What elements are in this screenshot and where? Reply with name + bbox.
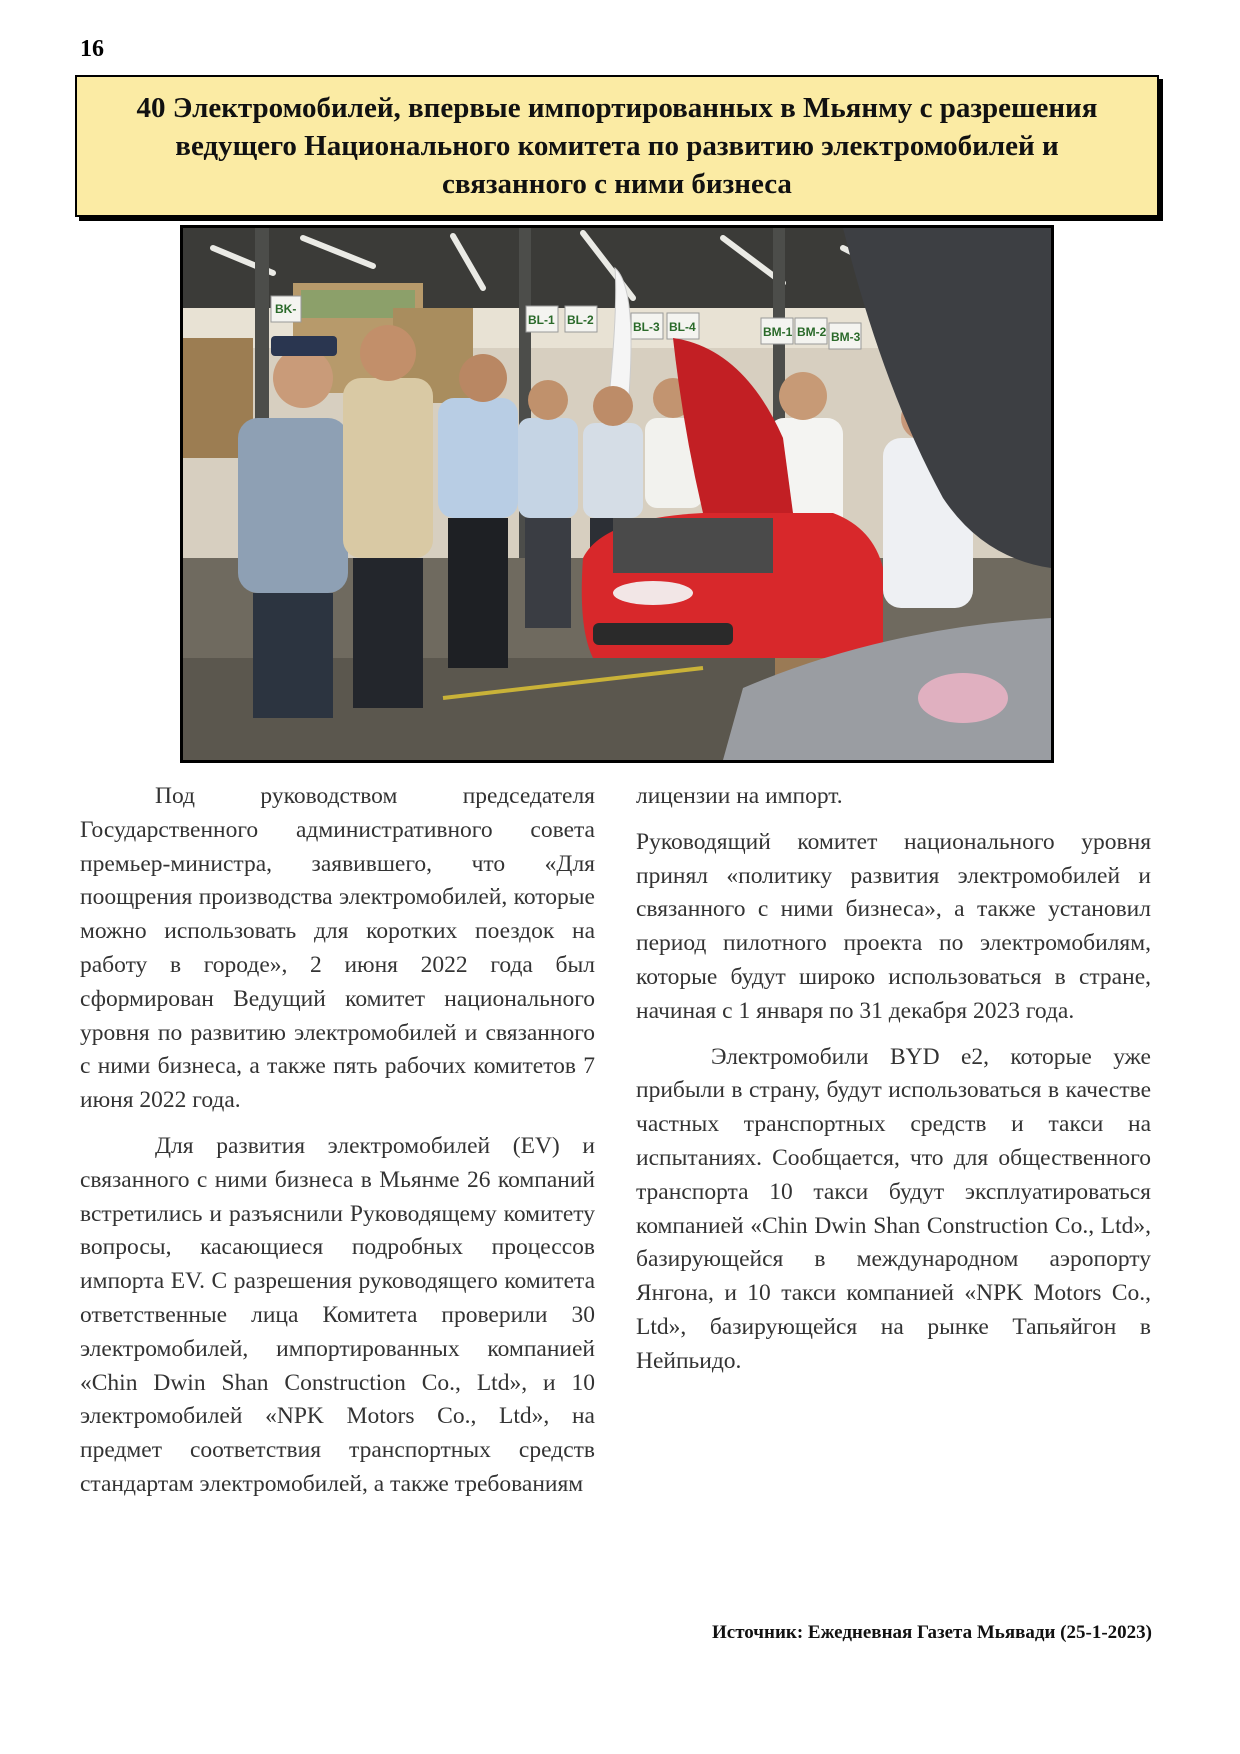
news-photo <box>180 225 1054 763</box>
article-paragraph: лицензии на импорт. <box>636 783 843 809</box>
sign-bm2: BM-2 <box>797 325 827 339</box>
article-paragraph: Электромобили BYD e2, которые уже прибыли в страну, будут использоваться в качестве частных транспортных средств и такси на испытаниях. Сообщается, что для общественного транспорта 10 такси будут эксплуатироваться компанией «Chin Dwin Shan Construction Co., Ltd», базирующейся в международном аэропорту Янгона, и 10 такси компанией «NPK Motors Co., Ltd», базирующейся на рынке Тапьяйгон в Нейпьидо. <box>636 1043 1151 1374</box>
headline-box <box>75 75 1159 217</box>
warehouse-inspection-illustration <box>183 228 1051 760</box>
headline: 40 Электромобилей, впервые импортированных в Мьянму с разрешения ведущего Национального комитета по развитию электромобилей и связанного с ними бизнеса <box>136 92 1098 200</box>
article-column-right <box>636 780 1151 1391</box>
sign-bk: BK- <box>275 302 297 316</box>
article-paragraph: Для развития электромобилей (EV) и связанного с ними бизнеса в Мьянме 26 компаний встретились и разъяснили Руководящему комитету вопросы, касающиеся подробных процессов импорта EV. С разрешения руководящего комитета ответственные лица Комитета проверили 30 электромобилей, импортированных компанией «Chin Dwin Shan Construction Co., Ltd», и 10 электромобилей «NPK Motors Co., Ltd», на предмет соответствия транспортных средств стандартам электромобилей, а также требованиям <box>80 1132 595 1497</box>
source-credit: Источник: Ежедневная Газета Мьявади (25-1-2023) <box>712 1622 1152 1643</box>
sign-bl1: BL-1 <box>528 313 555 327</box>
article-paragraph: Под руководством председателя Государственного административного совета премьер-министра, заявившего, что «Для поощрения производства электромобилей, которые можно использовать для коротких поездок на работу в городе», 2 июня 2022 года был сформирован Ведущий комитет национального уровня по развитию электромобилей и связанного с ними бизнеса, а также пять рабочих комитетов 7 июня 2022 года. <box>80 783 595 1114</box>
article-column-left <box>80 780 595 1514</box>
sign-bm1: BM-1 <box>763 325 793 339</box>
sign-bm3: BM-3 <box>831 330 861 344</box>
sign-bl4: BL-4 <box>669 320 696 334</box>
sign-bl2: BL-2 <box>567 313 594 327</box>
sign-bl3: BL-3 <box>633 320 660 334</box>
page-number: 16 <box>80 36 104 62</box>
article-paragraph: Руководящий комитет национального уровня принял «политику развития электромобилей и связанного с ними бизнеса», а также установил период пилотного проекта по электромобилям, которые будут широко использоваться в стране, начиная с 1 января по 31 декабря 2023 года. <box>636 828 1151 1024</box>
